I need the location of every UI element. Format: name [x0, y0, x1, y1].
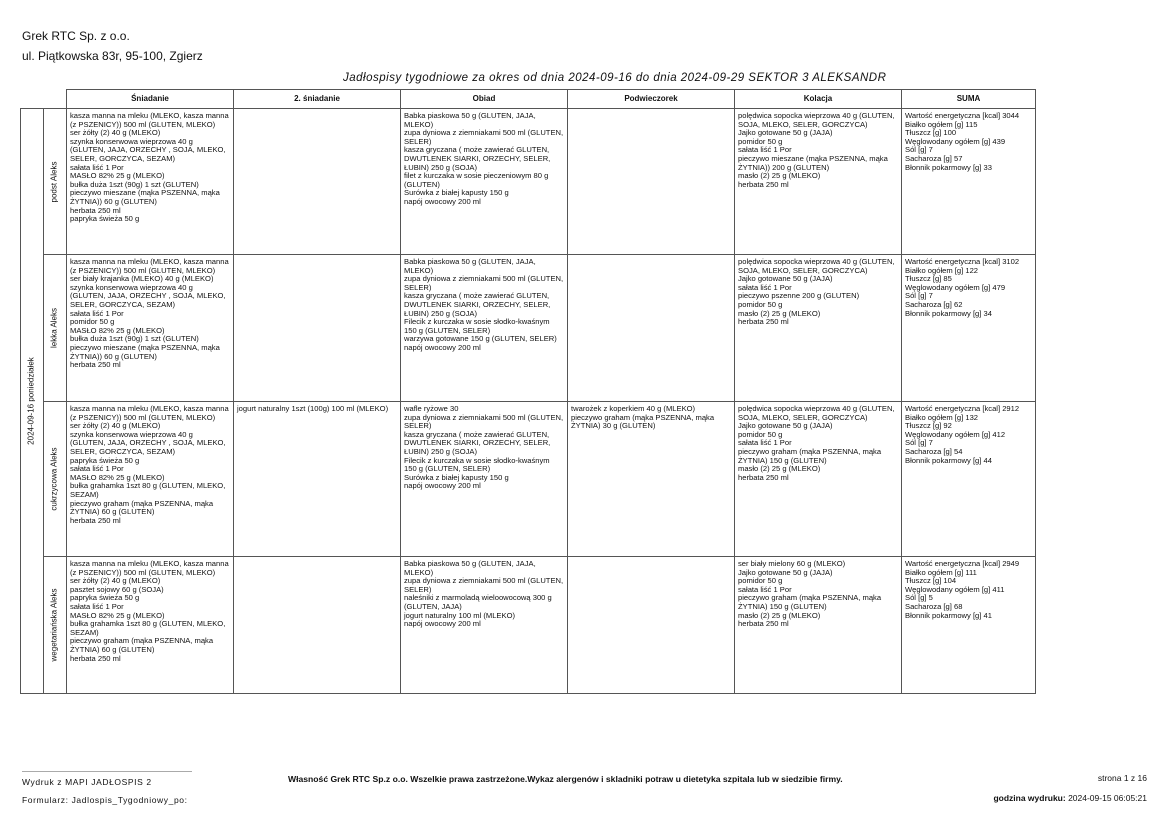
header-podwieczorek: Podwieczorek — [568, 90, 735, 109]
cell-suma: Wartość energetyczna [kcal] 2949 Białko ogółem [g] 111 Tłuszcz [g] 104 Węglowodany ogółem [g] 411 Sól [g] 5 Sacharoza [g] 68 Błonnik pokarmowy [g] 41 — [902, 557, 1036, 694]
date-label: 2024-09-16 poniedziałek — [26, 357, 36, 445]
menu-row — [21, 557, 1036, 694]
print-time-label: godzina wydruku: — [993, 793, 1066, 803]
header-suma: SUMA — [902, 90, 1036, 109]
cell-kolacja: ser biały mielony 60 g (MLEKO) Jajko gotowane 50 g (JAJA) pomidor 50 g sałata liść 1 Por pieczywo graham (mąka PSZENNA, mąka ŻYTNIA) 150 g (GLUTEN) masło (2) 25 g (MLEKO) herbata 250 ml — [735, 557, 902, 694]
cell-drugie: jogurt naturalny 1szt (100g) 100 ml (MLEKO) — [234, 402, 401, 557]
footer-form-name: Formularz: Jadlospis_Tygodniowy_po: — [22, 795, 188, 805]
date-cell — [21, 109, 44, 694]
cell-podwieczorek — [568, 109, 735, 255]
header-drugie-sniadanie: 2. śniadanie — [234, 90, 401, 109]
cell-kolacja: polędwica sopocka wieprzowa 40 g (GLUTEN, SOJA, MLEKO, SELER, GORCZYCA) Jajko gotowane 50 g (JAJA) sałata liść 1 Por pieczywo pszenne 200 g (GLUTEN) pomidor 50 g masło (2) 25 g (MLEKO) herbata 250 ml — [735, 255, 902, 402]
cell-suma: Wartość energetyczna [kcal] 2912 Białko ogółem [g] 132 Tłuszcz [g] 92 Węglowodany ogółem [g] 412 Sól [g] 7 Sacharoza [g] 54 Błonnik pokarmowy [g] 44 — [902, 402, 1036, 557]
diet-label: wegetariańska Aleks — [49, 588, 59, 662]
footer-printout-source: Wydruk z MAPI JADŁOSPIS 2 — [22, 777, 152, 787]
header-obiad: Obiad — [401, 90, 568, 109]
footer-page-number: strona 1 z 16 — [1097, 773, 1147, 783]
cell-sniadanie: kasza manna na mleku (MLEKO, kasza manna (z PSZENICY)) 500 ml (GLUTEN, MLEKO) ser żółty (2) 40 g (MLEKO) szynka konserwowa wieprzowa 40 g (GLUTEN, JAJA, ORZECHY , SOJA, MLEKO, SELER, GORCZYCA, SEZAM) sałata liść 1 Por MASŁO 82% 25 g (MLEKO) bułka duża 1szt (90g) 1 szt (GLUTEN) pieczywo mieszane (mąka PSZENNA, mąka ŻYTNIA)) 60 g (GLUTEN) herbata 250 ml papryka świeża 50 g — [67, 109, 234, 255]
footer-print-time — [993, 793, 1147, 803]
diet-label-cell — [44, 557, 67, 694]
header-blank — [44, 90, 67, 109]
cell-sniadanie: kasza manna na mleku (MLEKO, kasza manna (z PSZENICY)) 500 ml (GLUTEN, MLEKO) ser żółty (2) 40 g (MLEKO) szynka konserwowa wieprzowa 40 g (GLUTEN, JAJA, ORZECHY , SOJA, MLEKO, SELER, GORCZYCA, SEZAM) papryka świeża 50 g sałata liść 1 Por MASŁO 82% 25 g (MLEKO) bułka grahamka 1szt 80 g (GLUTEN, MLEKO, SEZAM) pieczywo graham (mąka PSZENNA, mąka ŻYTNIA) 60 g (GLUTEN) herbata 250 ml — [67, 402, 234, 557]
cell-suma: Wartość energetyczna [kcal] 3044 Białko ogółem [g] 115 Tłuszcz [g] 100 Węglowodany ogółem [g] 439 Sól [g] 7 Sacharoza [g] 57 Błonnik pokarmowy [g] 33 — [902, 109, 1036, 255]
cell-drugie — [234, 557, 401, 694]
cell-obiad: Babka piaskowa 50 g (GLUTEN, JAJA, MLEKO) zupa dyniowa z ziemniakami 500 ml (GLUTEN, SELER) kasza gryczana ( może zawierać GLUTEN, DWUTLENEK SIARKI, ORZECHY, SELER, ŁUBIN) 250 g (SOJA) filet z kurczaka w sosie pieczeniowym 80 g (GLUTEN) Surówka z białej kapusty 150 g napój owocowy 200 ml — [401, 109, 568, 255]
menu-row — [21, 402, 1036, 557]
diet-label-cell — [44, 255, 67, 402]
diet-label: podst Aleks — [49, 161, 59, 202]
weekly-menu-table — [20, 89, 1036, 694]
print-time-value: 2024-09-15 06:05:21 — [1068, 793, 1147, 803]
cell-kolacja: polędwica sopocka wieprzowa 40 g (GLUTEN, SOJA, MLEKO, SELER, GORCZYCA) Jajko gotowane 50 g (JAJA) pomidor 50 g sałata liść 1 Por pieczywo graham (mąka PSZENNA, mąka ŻYTNIA) 150 g (GLUTEN) masło (2) 25 g (MLEKO) herbata 250 ml — [735, 402, 902, 557]
diet-label-cell — [44, 402, 67, 557]
menu-row — [21, 109, 1036, 255]
cell-drugie — [234, 109, 401, 255]
cell-obiad: Babka piaskowa 50 g (GLUTEN, JAJA, MLEKO) zupa dyniowa z ziemniakami 500 ml (GLUTEN, SELER) kasza gryczana ( może zawierać GLUTEN, DWUTLENEK SIARKI, ORZECHY, SELER, ŁUBIN) 250 g (SOJA) Filecik z kurczaka w sosie słodko-kwaśnym 150 g (GLUTEN, SELER) warzywa gotowane 150 g (GLUTEN, SELER) napój owocowy 200 ml — [401, 255, 568, 402]
header-blank — [21, 90, 44, 109]
header-kolacja: Kolacja — [735, 90, 902, 109]
menu-row — [21, 255, 1036, 402]
cell-podwieczorek: twarożek z koperkiem 40 g (MLEKO) pieczywo graham (mąka PSZENNA, mąka ŻYTNIA) 30 g (GLUTEN) — [568, 402, 735, 557]
cell-podwieczorek — [568, 557, 735, 694]
cell-obiad: Babka piaskowa 50 g (GLUTEN, JAJA, MLEKO) zupa dyniowa z ziemniakami 500 ml (GLUTEN, SELER) naleśniki z marmoladą wieloowocową 300 g (GLUTEN, JAJA) jogurt naturalny 100 ml (MLEKO) napój owocowy 200 ml — [401, 557, 568, 694]
footer-rule — [22, 771, 192, 772]
header-row — [21, 90, 1036, 109]
cell-sniadanie: kasza manna na mleku (MLEKO, kasza manna (z PSZENICY)) 500 ml (GLUTEN, MLEKO) ser biały krajanka (MLEKO) 40 g (MLEKO) szynka konserwowa wieprzowa 40 g (GLUTEN, JAJA, ORZECHY , SOJA, MLEKO, SELER, GORCZYCA, SEZAM) sałata liść 1 Por pomidor 50 g MASŁO 82% 25 g (MLEKO) bułka duża 1szt (90g) 1 szt (GLUTEN) pieczywo mieszane (mąka PSZENNA, mąka ŻYTNIA)) 60 g (GLUTEN) herbata 250 ml — [67, 255, 234, 402]
footer-left — [22, 773, 188, 809]
cell-sniadanie: kasza manna na mleku (MLEKO, kasza manna (z PSZENICY)) 500 ml (GLUTEN, MLEKO) ser żółty (2) 40 g (MLEKO) pasztet sojowy 60 g (SOJA) papryka świeża 50 g sałata liść 1 Por MASŁO 82% 25 g (MLEKO) bułka grahamka 1szt 80 g (GLUTEN, MLEKO, SEZAM) pieczywo graham (mąka PSZENNA, mąka ŻYTNIA) 60 g (GLUTEN) herbata 250 ml — [67, 557, 234, 694]
footer-copyright: Własność Grek RTC Sp.z o.o. Wszelkie prawa zastrzeżone.Wykaz alergenów i skladniki potraw u dietetyka szpitala lub w siedzibie firmy. — [288, 774, 843, 784]
company-address: ul. Piątkowska 83r, 95-100, Zgierz — [22, 49, 203, 63]
company-name: Grek RTC Sp. z o.o. — [22, 29, 130, 43]
diet-label: lekka Aleks — [49, 307, 59, 349]
diet-label: cukrzycowa Aleks — [49, 447, 59, 511]
cell-drugie — [234, 255, 401, 402]
menu-body — [21, 109, 1036, 694]
header-sniadanie: Śniadanie — [67, 90, 234, 109]
cell-kolacja: polędwica sopocka wieprzowa 40 g (GLUTEN, SOJA, MLEKO, SELER, GORCZYCA) Jajko gotowane 50 g (JAJA) pomidor 50 g sałata liść 1 Por pieczywo mieszane (mąka PSZENNA, mąka ŻYTNIA)) 200 g (GLUTEN) masło (2) 25 g (MLEKO) herbata 250 ml — [735, 109, 902, 255]
menu-title: Jadłospisy tygodniowe za okres od dnia 2024-09-16 do dnia 2024-09-29 SEKTOR 3 ALEKSANDR — [343, 72, 887, 84]
cell-podwieczorek — [568, 255, 735, 402]
company-block — [22, 26, 203, 66]
cell-suma: Wartość energetyczna [kcal] 3102 Białko ogółem [g] 122 Tłuszcz [g] 85 Węglowodany ogółem [g] 479 Sól [g] 7 Sacharoza [g] 62 Błonnik pokarmowy [g] 34 — [902, 255, 1036, 402]
diet-label-cell — [44, 109, 67, 255]
cell-obiad: wafle ryżowe 30 zupa dyniowa z ziemniakami 500 ml (GLUTEN, SELER) kasza gryczana ( może zawierać GLUTEN, DWUTLENEK SIARKI, ORZECHY, SELER, ŁUBIN) 250 g (SOJA) Filecik z kurczaka w sosie słodko-kwaśnym 150 g (GLUTEN, SELER) Surówka z białej kapusty 150 g napój owocowy 200 ml — [401, 402, 568, 557]
